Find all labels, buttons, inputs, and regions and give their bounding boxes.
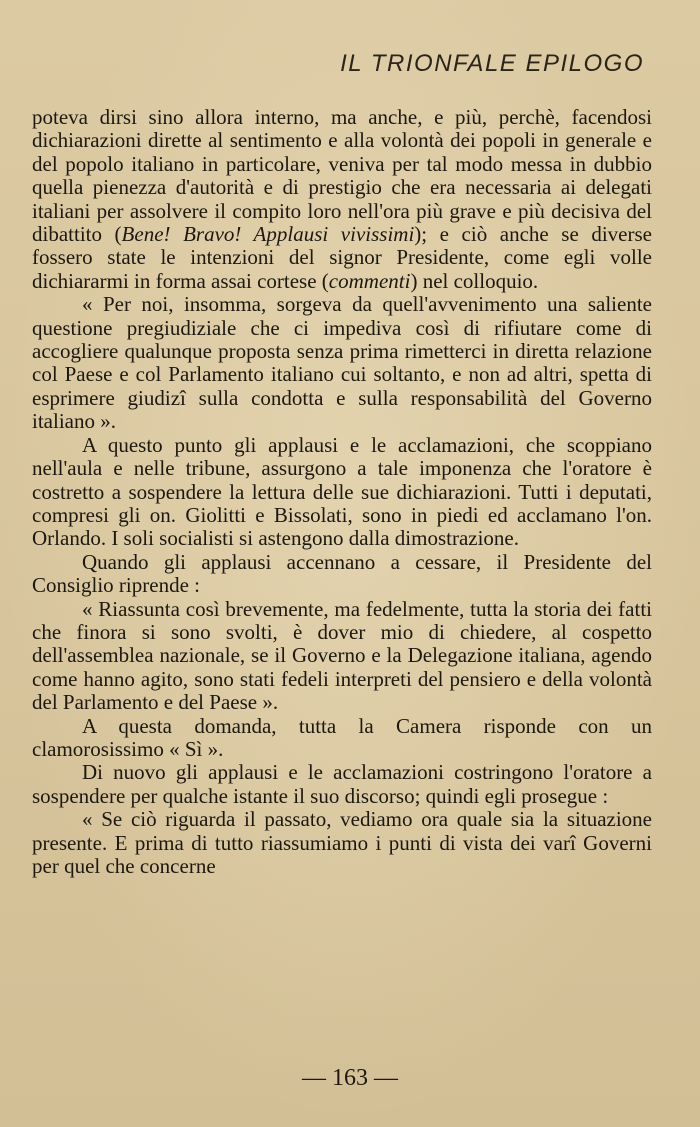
paragraph [32,715,652,762]
paragraph-text: ); e ciò anche se diverse fossero state le intenzioni del signor Presidente, come egli volle dichiararmi in forma assai cortese ( [32,222,652,293]
paragraph [32,434,652,551]
paragraph-text: Quando gli applausi accennano a cessare, il Presidente del Consiglio riprende : [32,549,652,598]
paragraph [32,598,652,715]
paragraph [32,551,652,598]
paragraph-text: « Per noi, insomma, sorgeva da quell'avvenimento una saliente questione pregiudiziale che ci impediva così di rifiutare come di accogliere qualunque proposta senza prima rimetterci in diretta relazione col Paese e col Parlamento italiano cui soltanto, e non ad altri, spetta di esprimere giudizî sulla condotta e sulla responsabilità del Governo italiano ». [32,292,652,434]
running-title: IL TRIONFALE EPILOGO [340,50,644,77]
italic-text: commenti [328,268,411,293]
paragraph-text: Di nuovo gli applausi e le acclamazioni costringono l'oratore a sospendere per qualche istante il suo discorso; quindi egli prosegue : [32,760,652,808]
paragraph [32,293,652,433]
paragraph [32,808,652,878]
paragraph [32,761,652,808]
paragraph-text: ) nel colloquio. [410,268,539,293]
paragraph-text: « Riassunta così brevemente, ma fedelmente, tutta la storia dei fatti che finora si sono svolti, è dover mio di chiedere, al cospetto dell'assemblea nazionale, se il Governo e la Delegazione italiana, agendo come hanno agito, sono stati fedeli interpreti del pensiero e della volontà del Parlamento e del Paese ». [32,596,652,715]
paragraph [32,106,652,293]
paragraph-text: « Se ciò riguarda il passato, vediamo ora quale sia la situazione presente. E prima di tutto riassumiamo i punti di vista dei varî Governi per quel che concerne [32,807,652,878]
italic-text: Bene! Bravo! Applausi vivissimi [121,222,415,247]
paragraph-text: A questa domanda, tutta la Camera risponde con un clamorosissimo « Sì ». [32,713,652,761]
page-number: — 163 — [302,1065,398,1091]
paragraph-text: poteva dirsi sino allora interno, ma anche, e più, perchè, facendosi dichiarazioni dirette al sentimento e alla volontà dei popoli in generale e del popolo italiano in particolare, veniva per tal modo messa in dubbio quella pienezza d'autorità e di prestigio che era necessaria ai delegati italiani per assolvere il compito loro nell'ora più grave e più decisiva del dibattito ( [32,105,652,247]
body-text [32,106,652,878]
paragraph-text: A questo punto gli applausi e le acclamazioni, che scoppiano nell'aula e nelle tribune, assurgono a tale imponenza che l'oratore è costretto a sospendere la lettura delle sue dichiarazioni. Tutti i deputati, compresi gli on. Giolitti e Bissolati, sono in piedi ed acclamano l'on. Orlando. I soli socialisti si astengono dalla dimostrazione. [32,432,652,551]
